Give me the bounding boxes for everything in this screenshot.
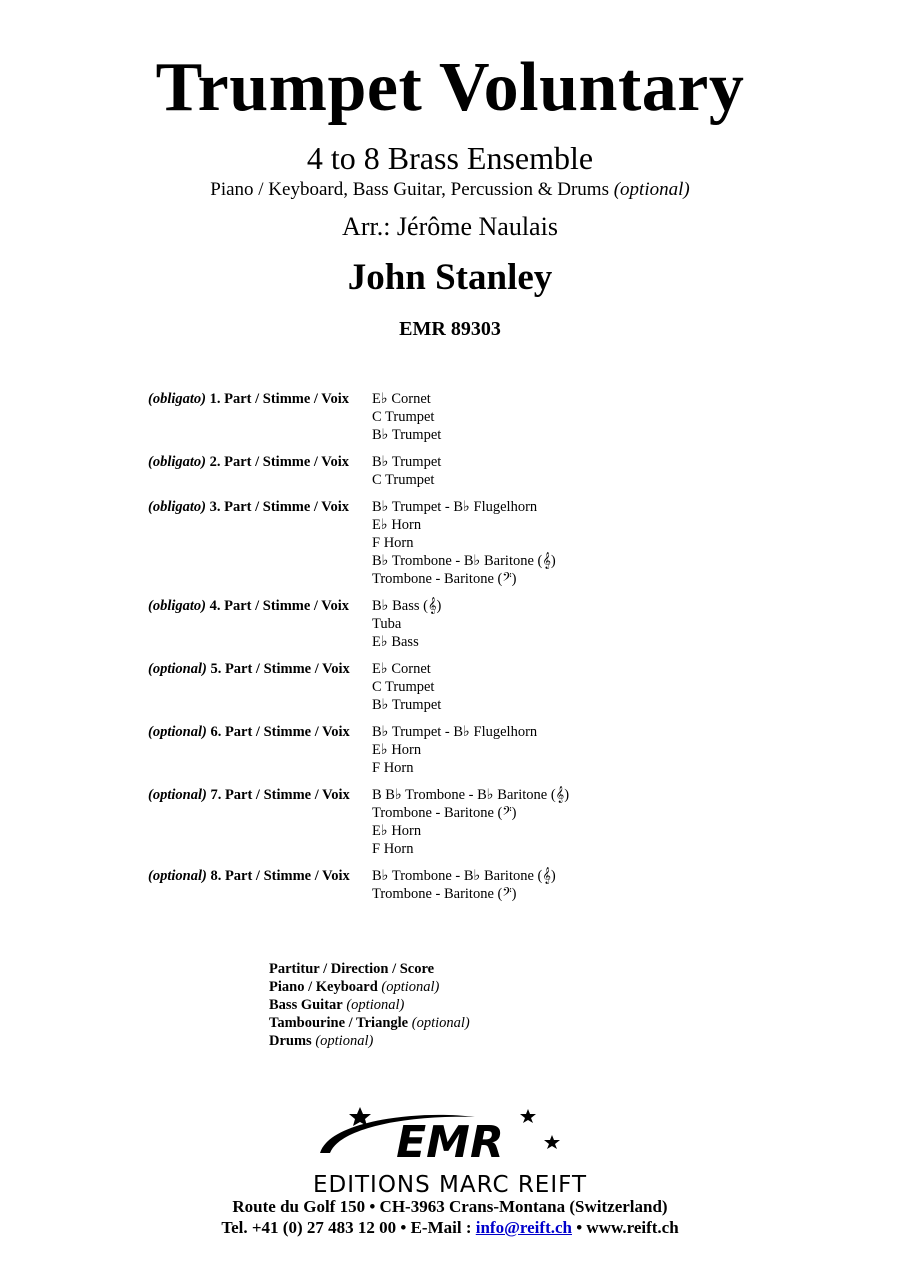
publisher-name: EDITIONS MARC REIFT (312, 1172, 588, 1198)
extra-note: (optional) (315, 1033, 374, 1049)
instrument-item: E♭ Cornet (372, 391, 431, 407)
part-label (148, 453, 363, 471)
part-instruments (372, 660, 900, 714)
part-status: (obligato) (148, 598, 206, 614)
part-instruments (372, 867, 900, 903)
instrument-item: F Horn (372, 535, 414, 551)
part-name: 1. Part / Stimme / Voix (209, 391, 349, 407)
instrument-item: F Horn (372, 760, 414, 776)
part-label (148, 867, 363, 885)
part-status: (obligato) (148, 499, 206, 515)
subtitle: 4 to 8 Brass Ensemble (306, 140, 594, 176)
instrument-item: B♭ Trumpet - B♭ Flugelhorn (372, 499, 538, 515)
instrument-item: E♭ Horn (372, 742, 422, 758)
extra-note: (optional) (381, 979, 440, 995)
part-name: 7. Part / Stimme / Voix (210, 787, 350, 803)
instrumentation-line (0, 178, 900, 202)
part-label (148, 723, 363, 741)
extra-name: Partitur / Direction / Score (269, 961, 435, 977)
instrument-item: E♭ Bass (372, 634, 419, 650)
emr-logo (300, 1105, 600, 1175)
part-label (148, 390, 363, 408)
part-instruments (372, 453, 900, 489)
part-instruments (372, 723, 900, 777)
part-name: 4. Part / Stimme / Voix (209, 598, 349, 614)
contact-web: • www.reift.ch (571, 1218, 679, 1237)
part-entry (0, 723, 900, 777)
part-instruments (372, 498, 900, 588)
part-instruments (372, 390, 900, 444)
part-name: 8. Part / Stimme / Voix (210, 868, 350, 884)
composer: John Stanley (347, 257, 553, 298)
instrument-item: C Trumpet (372, 409, 435, 425)
part-name: 6. Part / Stimme / Voix (210, 724, 350, 740)
extra-note: (optional) (346, 997, 405, 1013)
instrument-item: B♭ Bass (𝄞) (372, 598, 442, 614)
extra-name: Piano / Keyboard (269, 979, 378, 995)
instrument-item: Trombone - Baritone (𝄢) (372, 886, 517, 902)
parts-list (0, 390, 900, 903)
part-label (148, 786, 363, 804)
instrument-item: Tuba (372, 616, 402, 632)
arranger: Arr.: Jérôme Naulais (342, 212, 558, 241)
instrument-item: B♭ Trombone - B♭ Baritone (𝄞) (372, 553, 556, 569)
part-status: (obligato) (148, 454, 206, 470)
part-entry (0, 786, 900, 858)
part-name: 3. Part / Stimme / Voix (209, 499, 349, 515)
part-entry (0, 453, 900, 489)
extra-item (269, 1014, 470, 1032)
instrument-item: B♭ Trumpet (372, 427, 442, 443)
instrument-item: C Trumpet (372, 472, 435, 488)
instrument-item: Trombone - Baritone (𝄢) (372, 805, 517, 821)
extra-note: (optional) (411, 1015, 470, 1031)
part-name: 2. Part / Stimme / Voix (209, 454, 349, 470)
instrument-item: F Horn (372, 841, 414, 857)
logo-text: EMR (396, 1117, 504, 1168)
part-instruments (372, 597, 900, 651)
instrumentation-optional: (optional) (613, 179, 690, 200)
instrument-item: B B♭ Trombone - B♭ Baritone (𝄞) (372, 787, 570, 803)
extra-name: Drums (269, 1033, 312, 1049)
part-label (148, 498, 363, 516)
part-label (148, 597, 363, 615)
part-entry (0, 597, 900, 651)
extra-item (269, 996, 470, 1014)
extra-item (269, 978, 470, 996)
catalog-number: EMR 89303 (399, 318, 501, 340)
part-instruments (372, 786, 900, 858)
instrument-item: B♭ Trumpet - B♭ Flugelhorn (372, 724, 538, 740)
extras-list (269, 960, 470, 1050)
instrument-item: E♭ Horn (372, 517, 422, 533)
publisher-address: Route du Golf 150 • CH-3963 Crans-Montana (Switzerland) (232, 1197, 668, 1216)
part-entry (0, 498, 900, 588)
instrument-item: Trombone - Baritone (𝄢) (372, 571, 517, 587)
extra-item (269, 960, 470, 978)
page-title: Trumpet Voluntary (155, 49, 745, 126)
part-entry (0, 390, 900, 444)
part-label (148, 660, 363, 678)
instrument-item: C Trumpet (372, 679, 435, 695)
instrument-item: E♭ Cornet (372, 661, 431, 677)
extra-item (269, 1032, 470, 1050)
contact-tel: Tel. +41 (0) 27 483 12 00 • E-Mail : (221, 1218, 476, 1237)
part-status: (obligato) (148, 391, 206, 407)
publisher-contact (0, 1218, 900, 1238)
extra-name: Tambourine / Triangle (269, 1015, 409, 1031)
instrument-item: B♭ Trombone - B♭ Baritone (𝄞) (372, 868, 556, 884)
part-entry (0, 660, 900, 714)
instrument-item: E♭ Horn (372, 823, 422, 839)
instrument-item: B♭ Trumpet (372, 697, 442, 713)
extra-name: Bass Guitar (269, 997, 343, 1013)
part-status: (optional) (148, 724, 207, 740)
instrumentation-text: Piano / Keyboard, Bass Guitar, Percussion & Drums (210, 179, 609, 200)
instrument-item: B♭ Trumpet (372, 454, 442, 470)
email-link[interactable]: info@reift.ch (475, 1218, 572, 1237)
part-status: (optional) (148, 868, 207, 884)
part-status: (optional) (148, 787, 207, 803)
part-name: 5. Part / Stimme / Voix (210, 661, 350, 677)
part-entry (0, 867, 900, 903)
part-status: (optional) (148, 661, 207, 677)
